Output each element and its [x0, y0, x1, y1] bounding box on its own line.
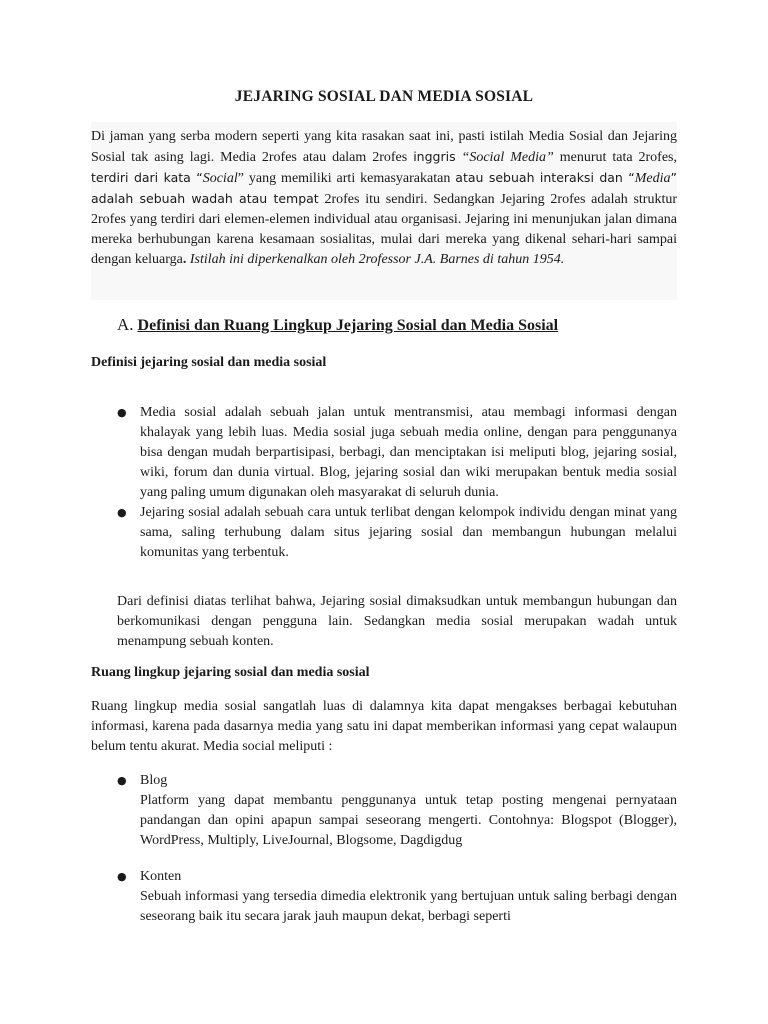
item-text: Platform yang dapat membantu penggunanya untuk tetap posting mengenai pernyataan pandangan dan opini apapun sampai seseorang mengerti. Contohnya: Blogspot (Blogger), WordPress, Multiply, LiveJournal, Blogsome, Dagdigdug	[140, 793, 677, 848]
ruang-intro: Ruang lingkup media sosial sangatlah luas di dalamnya kita dapat mengakses berbagai kebutuhan informasi, karena pada dasarnya media yang satu ini dapat memberikan informasi yang cepat walaupun belum tentu akurat. Media social meliputi :	[91, 699, 677, 754]
item-text: Sebuah informasi yang tersedia dimedia elektronik yang bertujuan untuk saling berbagi dengan seseorang baik itu secara jarak jauh maupun dekat, berbagi seperti	[140, 889, 677, 924]
bullet-icon: ●	[117, 774, 127, 787]
bullet-icon: ●	[117, 506, 127, 519]
intro-text: ”	[237, 171, 244, 186]
intro-text: yang memiliki arti kemasyarakatan	[248, 171, 451, 186]
item-title: Blog	[140, 773, 168, 788]
page-title: JEJARING SOSIAL DAN MEDIA SOSIAL	[234, 88, 534, 105]
list-item-text: Media sosial adalah sebuah jalan untuk mentransmisi, atau membagi informasi dengan khalayak yang lebih luas. Media sosial juga sebuah media online, dengan para penggunanya bisa dengan mudah berpartisipasi, berbagi, dan menciptakan isi meliputi blog, jejaring sosial, wiki, forum dan dunia virtual. Blog, jejaring sosial dan wiki merupakan bentuk media sosial yang paling umum digunakan oleh masyarakat di seluruh dunia.	[140, 405, 677, 500]
section-label: A.	[117, 315, 134, 334]
intro-italic-term: Istilah ini diperkenalkan oleh 2rofessor J.A. Barnes di tahun 1954.	[189, 252, 565, 267]
list-item-blog	[117, 771, 677, 851]
intro-text: ” adalah sebuah wadah atau tempat	[91, 170, 678, 206]
intro-italic-term: “Social Media”	[461, 150, 554, 165]
bullet-icon: ●	[117, 870, 127, 883]
ruang-heading: Ruang lingkup jejaring sosial dan media sosial	[91, 665, 370, 680]
intro-text: terdiri dari kata “	[91, 170, 203, 185]
intro-text: inggris	[413, 149, 456, 164]
definisi-bullet-list	[117, 403, 677, 563]
intro-text: .	[182, 252, 187, 267]
list-item	[117, 403, 677, 503]
intro-text: menurut tata 2rofes,	[559, 150, 678, 165]
section-a-heading	[117, 315, 558, 335]
list-item-konten	[117, 867, 677, 927]
list-item	[117, 503, 677, 563]
definisi-conclusion: Dari definisi diatas terlihat bahwa, Jejaring sosial dimaksudkan untuk membangun hubungan dan berkomunikasi dengan pengguna lain. Sedangkan media sosial merupakan wadah untuk menampung sebuah konten.	[117, 594, 677, 649]
definisi-heading: Definisi jejaring sosial dan media sosial	[91, 355, 327, 370]
intro-paragraph	[91, 127, 677, 270]
intro-text: 2rofes itu sendiri. Sedangkan Jejaring 2rofes adalah struktur 2rofes yang terdiri dari elemen-elemen individual atau organisasi. Jejaring ini menunjukan jalan dimana mereka berhubungan karena kesamaan sosialitas, mulai dari mereka yang dikenal sehari-hari sampai dengan keluarga	[91, 192, 678, 267]
intro-italic-term: Social	[202, 171, 238, 186]
intro-text: atau sebuah interaksi dan “	[455, 170, 635, 185]
intro-text: Di jaman yang serba modern seperti yang kita rasakan saat ini, pasti istilah Media Sosial dan Jejaring Sosial tak asing lagi. Media 2rofes atau dalam 2rofes	[91, 129, 677, 165]
intro-italic-term: Media	[634, 171, 671, 186]
list-item-text: Jejaring sosial adalah sebuah cara untuk terlibat dengan kelompok individu dengan minat yang sama, saling terhubung dalam situs jejaring sosial dan membangun hubungan melalui komunitas yang terbentuk.	[140, 505, 677, 560]
bullet-icon: ●	[117, 406, 127, 419]
item-title: Konten	[140, 869, 182, 884]
section-title: Definisi dan Ruang Lingkup Jejaring Sosial dan Media Sosial	[137, 317, 559, 334]
